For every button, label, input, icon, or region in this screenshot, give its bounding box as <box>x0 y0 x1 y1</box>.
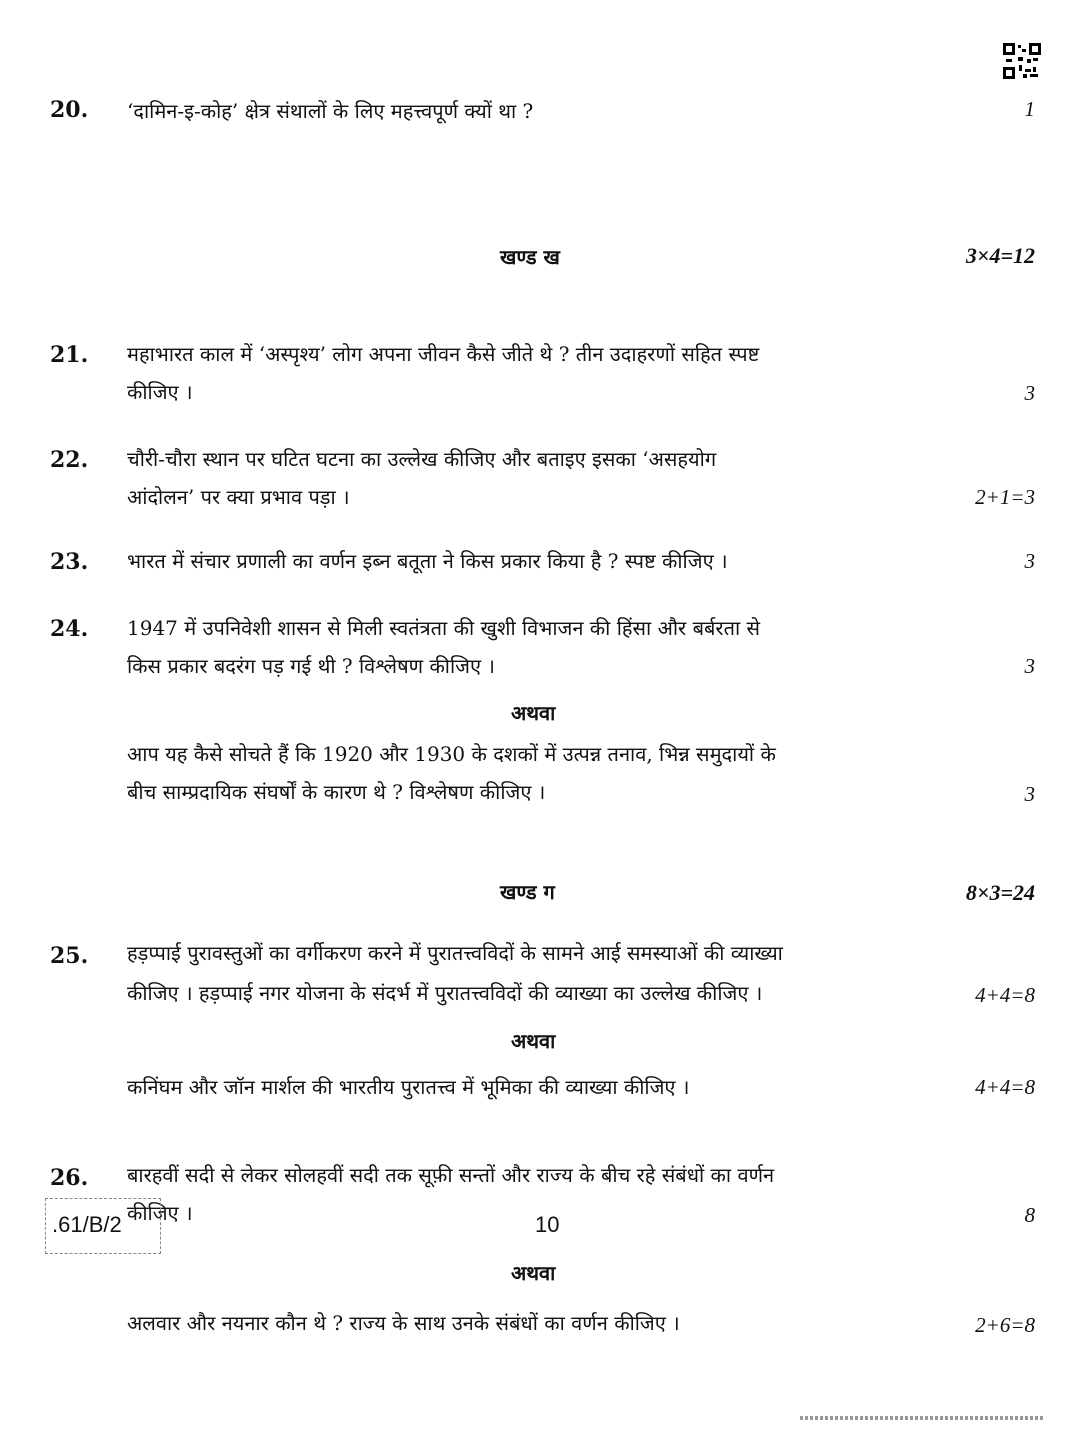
question-marks: 4+4=8 <box>975 1075 1035 1099</box>
question-text-line-1: महाभारत काल में ‘अस्पृश्य’ लोग अपना जीवन कैसे जीते थे ? तीन उदाहरणों सहित स्पष्ट <box>127 342 760 366</box>
section-c-marks: 8×3=24 <box>965 880 1035 905</box>
qr-code-icon <box>1003 43 1041 79</box>
question-text-line-1: आप यह कैसे सोचते हैं कि 1920 और 1930 के दशकों में उत्पन्न तनाव, भिन्न समुदायों के <box>127 742 776 766</box>
page-number: 10 <box>535 1212 560 1237</box>
question-marks: 3 <box>1024 381 1035 405</box>
question-text-line-2: कीजिए । हड़प्पाई नगर योजना के संदर्भ में पुरातत्त्वविदों की व्याख्या का उल्लेख कीजिए । <box>127 981 763 1005</box>
section-b-title: खण्ड ख <box>500 245 560 269</box>
question-text: ‘दामिन-इ-कोह’ क्षेत्र संथालों के लिए महत्त्वपूर्ण क्यों था ? <box>127 99 534 123</box>
question-text: भारत में संचार प्रणाली का वर्णन इब्न बतूता ने किस प्रकार किया है ? स्पष्ट कीजिए । <box>127 549 728 573</box>
question-marks: 8 <box>1024 1203 1035 1227</box>
question-marks: 4+4=8 <box>975 983 1035 1007</box>
question-text-line-1: 1947 में उपनिवेशी शासन से मिली स्वतंत्रता की खुशी विभाजन की हिंसा और बर्बरता से <box>127 616 761 640</box>
question-number: 22. <box>50 447 89 473</box>
or-label: अथवा <box>511 1261 556 1285</box>
question-text-line-2: किस प्रकार बदरंग पड़ गई थी ? विश्लेषण कीजिए । <box>127 654 495 678</box>
question-number: 23. <box>50 549 89 575</box>
question-marks: 2+1=3 <box>975 485 1035 509</box>
question-text-line-2: कीजिए । <box>127 380 193 404</box>
or-label: अथवा <box>511 701 556 725</box>
question-marks: 3 <box>1024 654 1035 678</box>
question-text-line-1: चौरी-चौरा स्थान पर घटित घटना का उल्लेख कीजिए और बताइए इसका ‘असहयोग <box>127 447 717 471</box>
question-marks: 2+6=8 <box>975 1313 1035 1337</box>
question-text-line-2: कीजिए । <box>127 1201 193 1225</box>
question-marks: 1 <box>1024 97 1035 121</box>
section-c-title: खण्ड ग <box>500 880 555 904</box>
paper-code-box <box>45 1198 161 1254</box>
question-text-line-1: हड़प्पाई पुरावस्तुओं का वर्गीकरण करने में पुरातत्त्वविदों के सामने आई समस्याओं की व्याख्या <box>127 941 783 965</box>
question-number: 20. <box>50 97 89 123</box>
question-text: कनिंघम और जॉन मार्शल की भारतीय पुरातत्त्व में भूमिका की व्याख्या कीजिए । <box>127 1075 690 1099</box>
question-marks: 3 <box>1024 549 1035 573</box>
question-text-line-1: बारहवीं सदी से लेकर सोलहवीं सदी तक सूफ़ी सन्तों और राज्य के बीच रहे संबंधों का वर्णन <box>127 1163 775 1187</box>
or-label: अथवा <box>511 1029 556 1053</box>
question-number: 21. <box>50 342 89 368</box>
paper-code: .61/B/2 <box>52 1212 122 1237</box>
question-number: 24. <box>50 616 89 642</box>
question-number: 25. <box>50 943 89 969</box>
question-text: अलवार और नयनार कौन थे ? राज्य के साथ उनके संबंधों का वर्णन कीजिए । <box>127 1311 680 1335</box>
section-b-marks: 3×4=12 <box>965 243 1035 268</box>
security-microline <box>800 1416 1043 1420</box>
question-text-line-2: बीच साम्प्रदायिक संघर्षों के कारण थे ? विश्लेषण कीजिए । <box>127 780 546 804</box>
question-number: 26. <box>50 1165 89 1191</box>
question-marks: 3 <box>1024 782 1035 806</box>
question-text-line-2: आंदोलन’ पर क्या प्रभाव पड़ा । <box>127 485 350 509</box>
